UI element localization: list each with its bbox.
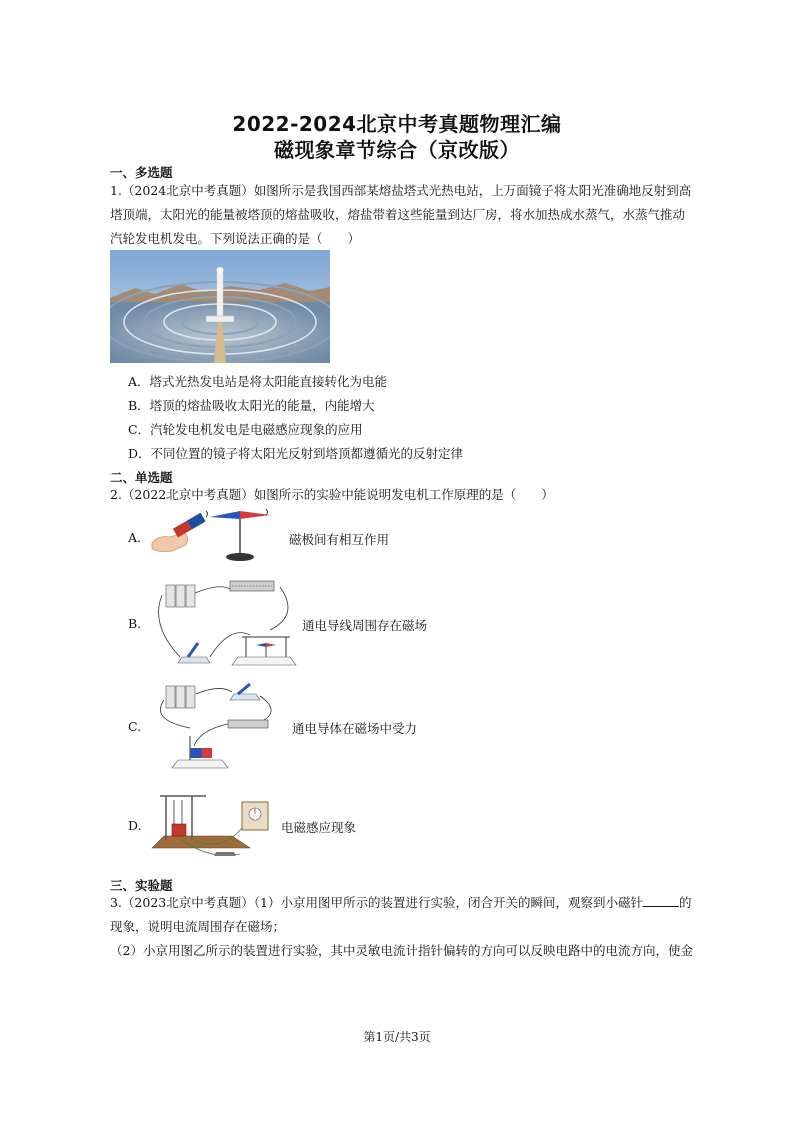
question-2-option-c-label: 通电导体在磁场中受力 [292, 721, 418, 736]
section-heading-multiple-choice: 一、多选题 [110, 165, 173, 180]
question-1-line-2: 塔顶端，太阳光的能量被塔顶的熔盐吸收，熔盐带着这些能量到达厂房，将水加热成水蒸气，水蒸气推动 [110, 207, 686, 222]
magnet-and-compass-needle-figure [150, 505, 280, 565]
motor-principle-figure [150, 680, 280, 772]
question-2-option-a-letter[interactable]: A. [128, 530, 142, 545]
question-1-option-b[interactable]: B．塔顶的熔盐吸收太阳光的能量，内能增大 [128, 398, 375, 413]
question-1-line-1: 1.（2024北京中考真题）如图所示是我国西部某熔盐塔式光热电站，上万面镜子将太阳光准确地反射到高 [110, 183, 692, 198]
page-title-line1: 2022-2024北京中考真题物理汇编 [232, 112, 562, 136]
question-2-option-b-label: 通电导线周围存在磁场 [302, 618, 428, 633]
question-2-option-b-letter[interactable]: B. [128, 616, 142, 631]
question-2-option-d-letter[interactable]: D. [128, 818, 142, 833]
question-2-option-c-letter[interactable]: C. [128, 719, 142, 734]
page-title-line2: 磁现象章节综合（京改版） [274, 138, 520, 162]
question-1-option-a[interactable]: A．塔式光热发电站是将太阳能直接转化为电能 [128, 374, 388, 389]
question-1-option-c[interactable]: C．汽轮发电机发电是电磁感应现象的应用 [128, 422, 363, 437]
solar-tower-photo [110, 250, 330, 363]
electromagnetic-induction-figure [150, 780, 280, 860]
question-1-option-d[interactable]: D．不同位置的镜子将太阳光反射到塔顶都遵循光的反射定律 [128, 446, 464, 461]
question-3-line-3: （2）小京用图乙所示的装置进行实验，其中灵敏电流计指针偏转的方向可以反映电路中的电流方向，使金 [110, 943, 693, 958]
question-3-line-1-end: 的 [678, 895, 692, 910]
question-3-line-1 [110, 893, 691, 911]
question-1-line-3: 汽轮发电机发电。下列说法正确的是（ ） [110, 231, 361, 246]
question-2-option-d-label: 电磁感应现象 [281, 820, 357, 835]
answer-blank[interactable] [643, 894, 679, 907]
section-heading-single-choice: 二、单选题 [110, 470, 173, 485]
question-3-line-2: 现象，说明电流周围存在磁场； [110, 919, 286, 934]
section-heading-experiment: 三、实验题 [110, 878, 173, 893]
page-footer: 第1页/共3页 [363, 1030, 431, 1044]
question-3-line-1-text: 3.（2023北京中考真题）（1）小京用图甲所示的装置进行实验，闭合开关的瞬间，观察到小磁针 [110, 895, 643, 910]
question-2-option-a-label: 磁极间有相互作用 [289, 532, 390, 547]
oersted-experiment-figure [150, 575, 300, 670]
question-2-stem: 2.（2022北京中考真题）如图所示的实验中能说明发电机工作原理的是（ ） [110, 487, 554, 502]
